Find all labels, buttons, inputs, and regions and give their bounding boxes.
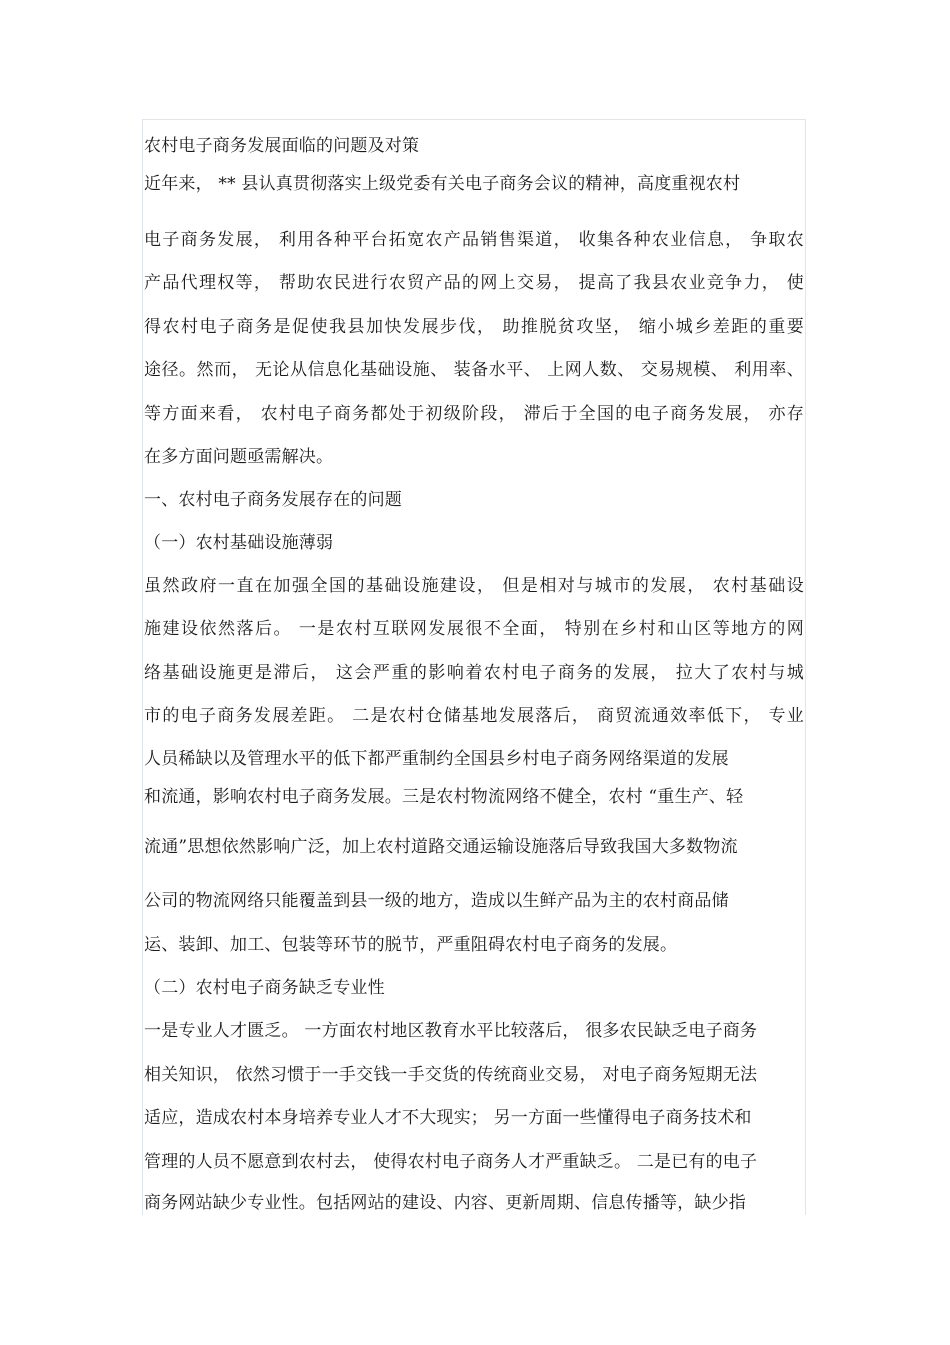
- paragraph-line: 电子商务发展， 利用各种平台拓宽农产品销售渠道， 收集各种农业信息， 争取农: [144, 230, 804, 250]
- paragraph-line: 人员稀缺以及管理水平的低下都严重制约全国县乡村电子商务网络渠道的发展: [144, 749, 729, 769]
- paragraph-line: 运、装卸、加工、包装等环节的脱节，严重阻碍农村电子商务的发展。: [144, 935, 678, 955]
- paragraph-line: 络基础设施更是滞后， 这会严重的影响着农村电子商务的发展， 拉大了农村与城: [144, 663, 804, 683]
- paragraph-line: 近年来， ** 县认真贯彻落实上级党委有关电子商务会议的精神，高度重视农村: [144, 174, 741, 194]
- paragraph-line: 施建设依然落后。 一是农村互联网发展很不全面， 特别在乡村和山区等地方的网: [144, 619, 804, 639]
- paragraph-line: 管理的人员不愿意到农村去， 使得农村电子商务人才严重缺乏。 二是已有的电子: [144, 1152, 758, 1172]
- paragraph-line: 在多方面问题亟需解决。: [144, 447, 334, 467]
- paragraph-line: 等方面来看， 农村电子商务都处于初级阶段， 滞后于全国的电子商务发展， 亦存: [144, 404, 804, 424]
- paragraph-line: 得农村电子商务是促使我县加快发展步伐， 助推脱贫攻坚， 缩小城乡差距的重要: [144, 317, 804, 337]
- paragraph-line: 适应，造成农村本身培养专业人才不大现实； 另一方面一些懂得电子商务技术和: [144, 1108, 752, 1128]
- paragraph-line: 相关知识， 依然习惯于一手交钱一手交货的传统商业交易， 对电子商务短期无法: [144, 1065, 758, 1085]
- subsection-heading: （二）农村电子商务缺乏专业性: [144, 978, 385, 998]
- paragraph-line: 途径。然而， 无论从信息化基础设施、 装备水平、 上网人数、 交易规模、 利用率、: [144, 360, 804, 380]
- paragraph-line: 公司的物流网络只能覆盖到县一级的地方，造成以生鲜产品为主的农村商品储: [144, 891, 729, 911]
- paragraph-line: 市的电子商务发展差距。 二是农村仓储基地发展落后， 商贸流通效率低下， 专业: [144, 706, 804, 726]
- document-title: 农村电子商务发展面临的问题及对策: [144, 136, 420, 156]
- paragraph-line: 产品代理权等， 帮助农民进行农贸产品的网上交易， 提高了我县农业竞争力， 使: [144, 273, 804, 293]
- paragraph-line: 虽然政府一直在加强全国的基础设施建设， 但是相对与城市的发展， 农村基础设: [144, 576, 804, 596]
- paragraph-line: 一是专业人才匮乏。 一方面农村地区教育水平比较落后， 很多农民缺乏电子商务: [144, 1021, 758, 1041]
- section-heading: 一、农村电子商务发展存在的问题: [144, 490, 402, 510]
- subsection-heading: （一）农村基础设施薄弱: [144, 533, 334, 553]
- paragraph-line: 流通”思想依然影响广泛，加上农村道路交通运输设施落后导致我国大多数物流: [144, 837, 738, 857]
- paragraph-line: 和流通，影响农村电子商务发展。三是农村物流网络不健全，农村 “重生产、轻: [144, 787, 744, 807]
- paragraph-line: 商务网站缺少专业性。包括网站的建设、内容、更新周期、信息传播等，缺少指: [144, 1193, 746, 1213]
